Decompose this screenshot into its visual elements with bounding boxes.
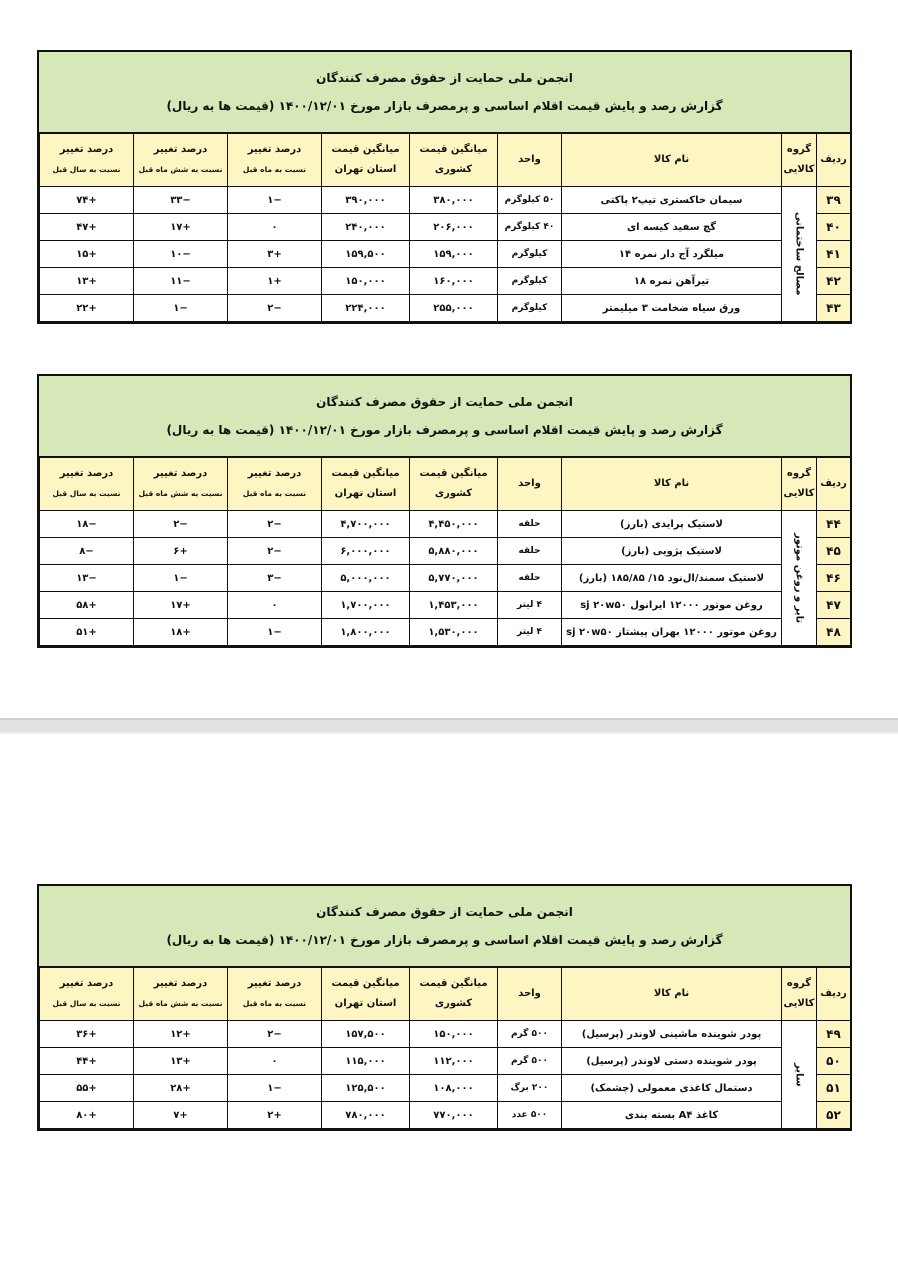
tehran-price: ۱۱۵,۰۰۰ [322, 1048, 410, 1075]
col-tehran-avg: میانگین قیمت استان تهران [322, 458, 410, 511]
table-row [40, 565, 851, 592]
col-change-year: درصد تغییر نسبت به سال قبل [40, 458, 134, 511]
table-row [40, 592, 851, 619]
col-change-year: درصد تغییر نسبت به سال قبل [40, 968, 134, 1021]
item-unit: ۵۰۰ گرم [498, 1021, 562, 1048]
col-change-month: درصد تغییر نسبت به ماه قبل [228, 134, 322, 187]
table-row [40, 538, 851, 565]
tehran-price: ۵,۰۰۰,۰۰۰ [322, 565, 410, 592]
item-unit: حلقه [498, 538, 562, 565]
item-name: روغن موتور ۱۲۰۰۰ بهران پیشتاز sj ۲۰w۵۰ [562, 619, 782, 646]
national-price: ۱,۵۳۰,۰۰۰ [410, 619, 498, 646]
col-change-six-months: درصد تغییر نسبت به شش ماه قبل [134, 968, 228, 1021]
national-price: ۲۵۵,۰۰۰ [410, 295, 498, 322]
table-row [40, 295, 851, 322]
group-label: مصالح ساختمانی [782, 187, 817, 322]
change-year: +۲۲ [40, 295, 134, 322]
change-month: −۲ [228, 538, 322, 565]
table-row [40, 268, 851, 295]
change-month: +۲ [228, 1102, 322, 1129]
national-price: ۳۸۰,۰۰۰ [410, 187, 498, 214]
change-year: +۱۵ [40, 241, 134, 268]
change-month: +۳ [228, 241, 322, 268]
price-table-2 [37, 374, 852, 648]
table-row [40, 214, 851, 241]
national-price: ۷۷۰,۰۰۰ [410, 1102, 498, 1129]
change-month: −۲ [228, 295, 322, 322]
item-unit: ۵۰ کیلوگرم [498, 187, 562, 214]
item-name: کاغذ A۴ بسته بندی [562, 1102, 782, 1129]
tehran-price: ۷۸۰,۰۰۰ [322, 1102, 410, 1129]
col-unit: واحد [498, 458, 562, 511]
item-name: ورق سیاه ضخامت ۳ میلیمتر [562, 295, 782, 322]
row-number: ۴۹ [817, 1021, 851, 1048]
change-six-months: −۳۳ [134, 187, 228, 214]
row-number: ۵۰ [817, 1048, 851, 1075]
national-price: ۵,۸۸۰,۰۰۰ [410, 538, 498, 565]
col-change-month: درصد تغییر نسبت به ماه قبل [228, 458, 322, 511]
change-six-months: −۲ [134, 511, 228, 538]
col-national-avg: میانگین قیمت کشوری [410, 458, 498, 511]
change-year: −۸ [40, 538, 134, 565]
col-row-number: ردیف [817, 968, 851, 1021]
change-year: −۱۳ [40, 565, 134, 592]
row-number: ۴۵ [817, 538, 851, 565]
change-month: ۰ [228, 1048, 322, 1075]
col-row-number: ردیف [817, 458, 851, 511]
row-number: ۴۲ [817, 268, 851, 295]
report-title: گزارش رصد و پایش قیمت اقلام اساسی و پرمصرف بازار مورخ ۱۴۰۰/۱۲/۰۱ (قیمت ها به ریال) [166, 99, 723, 113]
change-month: ۰ [228, 214, 322, 241]
change-month: −۳ [228, 565, 322, 592]
table-row [40, 511, 851, 538]
row-number: ۴۸ [817, 619, 851, 646]
col-unit: واحد [498, 968, 562, 1021]
tehran-price: ۱۵۹,۵۰۰ [322, 241, 410, 268]
national-price: ۱۶۰,۰۰۰ [410, 268, 498, 295]
tehran-price: ۱۲۵,۵۰۰ [322, 1075, 410, 1102]
col-group: گروه کالایی [782, 458, 817, 511]
national-price: ۱۵۹,۰۰۰ [410, 241, 498, 268]
col-item-name: نام کالا [562, 134, 782, 187]
table-row [40, 241, 851, 268]
table-row [40, 1075, 851, 1102]
table-row [40, 1021, 851, 1048]
row-number: ۵۲ [817, 1102, 851, 1129]
change-month: ۰ [228, 592, 322, 619]
item-name: میلگرد آج دار نمره ۱۴ [562, 241, 782, 268]
item-name: روغن موتور ۱۲۰۰۰ ایرانول sj ۲۰w۵۰ [562, 592, 782, 619]
price-grid [39, 457, 851, 646]
table-row [40, 1102, 851, 1129]
tehran-price: ۲۴۰,۰۰۰ [322, 214, 410, 241]
change-year: +۵۸ [40, 592, 134, 619]
change-six-months: −۱ [134, 565, 228, 592]
change-six-months: +۱۲ [134, 1021, 228, 1048]
item-name: تیرآهن نمره ۱۸ [562, 268, 782, 295]
report-title: گزارش رصد و پایش قیمت اقلام اساسی و پرمصرف بازار مورخ ۱۴۰۰/۱۲/۰۱ (قیمت ها به ریال) [166, 933, 723, 947]
price-grid [39, 967, 851, 1129]
group-label: سایر [782, 1021, 817, 1129]
table-header-banner [39, 52, 850, 133]
item-unit: کیلوگرم [498, 268, 562, 295]
change-month: −۱ [228, 1075, 322, 1102]
item-unit: کیلوگرم [498, 241, 562, 268]
national-price: ۱۰۸,۰۰۰ [410, 1075, 498, 1102]
item-unit: ۵۰۰ عدد [498, 1102, 562, 1129]
column-header-row [40, 458, 851, 511]
change-six-months: +۱۸ [134, 619, 228, 646]
change-month: −۱ [228, 187, 322, 214]
item-unit: کیلوگرم [498, 295, 562, 322]
organization-title: انجمن ملی حمایت از حقوق مصرف کنندگان [316, 905, 573, 919]
col-change-year: درصد تغییر نسبت به سال قبل [40, 134, 134, 187]
change-year: +۵۵ [40, 1075, 134, 1102]
table-row [40, 187, 851, 214]
national-price: ۲۰۶,۰۰۰ [410, 214, 498, 241]
price-grid [39, 133, 851, 322]
national-price: ۱,۴۵۳,۰۰۰ [410, 592, 498, 619]
column-header-row [40, 134, 851, 187]
col-item-name: نام کالا [562, 968, 782, 1021]
change-six-months: +۲۸ [134, 1075, 228, 1102]
change-month: −۱ [228, 619, 322, 646]
col-national-avg: میانگین قیمت کشوری [410, 968, 498, 1021]
tehran-price: ۶,۰۰۰,۰۰۰ [322, 538, 410, 565]
row-number: ۴۰ [817, 214, 851, 241]
table-row [40, 619, 851, 646]
table-header-banner [39, 886, 850, 967]
change-six-months: +۷ [134, 1102, 228, 1129]
change-six-months: +۱۳ [134, 1048, 228, 1075]
change-year: +۱۳ [40, 268, 134, 295]
item-unit: ۵۰۰ گرم [498, 1048, 562, 1075]
group-label: تایر و روغن موتور [782, 511, 817, 646]
change-month: −۲ [228, 1021, 322, 1048]
item-name: گچ سفید کیسه ای [562, 214, 782, 241]
item-unit: ۴ لیتر [498, 619, 562, 646]
change-month: −۲ [228, 511, 322, 538]
item-name: لاستیک سمند/ال‌نود ۱۵/ ۱۸۵/۸۵ (بارز) [562, 565, 782, 592]
row-number: ۴۳ [817, 295, 851, 322]
change-six-months: +۶ [134, 538, 228, 565]
tehran-price: ۱۵۰,۰۰۰ [322, 268, 410, 295]
row-number: ۴۴ [817, 511, 851, 538]
organization-title: انجمن ملی حمایت از حقوق مصرف کنندگان [316, 71, 573, 85]
table-header-banner [39, 376, 850, 457]
item-unit: ۴ لیتر [498, 592, 562, 619]
col-change-month: درصد تغییر نسبت به ماه قبل [228, 968, 322, 1021]
national-price: ۴,۴۵۰,۰۰۰ [410, 511, 498, 538]
change-six-months: −۱۰ [134, 241, 228, 268]
col-unit: واحد [498, 134, 562, 187]
item-name: دستمال کاغذی معمولی (چشمک) [562, 1075, 782, 1102]
report-title: گزارش رصد و پایش قیمت اقلام اساسی و پرمصرف بازار مورخ ۱۴۰۰/۱۲/۰۱ (قیمت ها به ریال) [166, 423, 723, 437]
col-group: گروه کالایی [782, 968, 817, 1021]
national-price: ۱۵۰,۰۰۰ [410, 1021, 498, 1048]
change-year: +۴۴ [40, 1048, 134, 1075]
tehran-price: ۱,۷۰۰,۰۰۰ [322, 592, 410, 619]
col-change-six-months: درصد تغییر نسبت به شش ماه قبل [134, 458, 228, 511]
item-name: پودر شوینده دستی لاوندر (پرسیل) [562, 1048, 782, 1075]
change-year: −۱۸ [40, 511, 134, 538]
row-number: ۴۱ [817, 241, 851, 268]
national-price: ۱۱۲,۰۰۰ [410, 1048, 498, 1075]
price-table-1 [37, 50, 852, 324]
item-unit: ۲۰۰ برگ [498, 1075, 562, 1102]
col-national-avg: میانگین قیمت کشوری [410, 134, 498, 187]
change-year: +۵۱ [40, 619, 134, 646]
tehran-price: ۳۹۰,۰۰۰ [322, 187, 410, 214]
item-unit: حلقه [498, 565, 562, 592]
row-number: ۵۱ [817, 1075, 851, 1102]
item-name: پودر شوینده ماشینی لاوندر (پرسیل) [562, 1021, 782, 1048]
change-six-months: +۱۷ [134, 214, 228, 241]
column-header-row [40, 968, 851, 1021]
col-tehran-avg: میانگین قیمت استان تهران [322, 134, 410, 187]
page-divider [0, 718, 898, 734]
tehran-price: ۲۲۴,۰۰۰ [322, 295, 410, 322]
change-six-months: −۱ [134, 295, 228, 322]
price-table-3 [37, 884, 852, 1131]
col-change-six-months: درصد تغییر نسبت به شش ماه قبل [134, 134, 228, 187]
row-number: ۳۹ [817, 187, 851, 214]
row-number: ۴۶ [817, 565, 851, 592]
col-row-number: ردیف [817, 134, 851, 187]
col-item-name: نام کالا [562, 458, 782, 511]
item-unit: حلقه [498, 511, 562, 538]
change-year: +۷۴ [40, 187, 134, 214]
table-row [40, 1048, 851, 1075]
item-name: لاستیک پرایدی (بارز) [562, 511, 782, 538]
tehran-price: ۱,۸۰۰,۰۰۰ [322, 619, 410, 646]
col-tehran-avg: میانگین قیمت استان تهران [322, 968, 410, 1021]
col-group: گروه کالایی [782, 134, 817, 187]
item-name: لاستیک پژویی (بارز) [562, 538, 782, 565]
row-number: ۴۷ [817, 592, 851, 619]
organization-title: انجمن ملی حمایت از حقوق مصرف کنندگان [316, 395, 573, 409]
change-six-months: +۱۷ [134, 592, 228, 619]
national-price: ۵,۷۷۰,۰۰۰ [410, 565, 498, 592]
change-year: +۳۶ [40, 1021, 134, 1048]
tehran-price: ۱۵۷,۵۰۰ [322, 1021, 410, 1048]
change-six-months: −۱۱ [134, 268, 228, 295]
change-year: +۴۷ [40, 214, 134, 241]
item-name: سیمان خاکستری تیپ۲ پاکتی [562, 187, 782, 214]
tehran-price: ۴,۷۰۰,۰۰۰ [322, 511, 410, 538]
item-unit: ۴۰ کیلوگرم [498, 214, 562, 241]
change-month: +۱ [228, 268, 322, 295]
change-year: +۸۰ [40, 1102, 134, 1129]
